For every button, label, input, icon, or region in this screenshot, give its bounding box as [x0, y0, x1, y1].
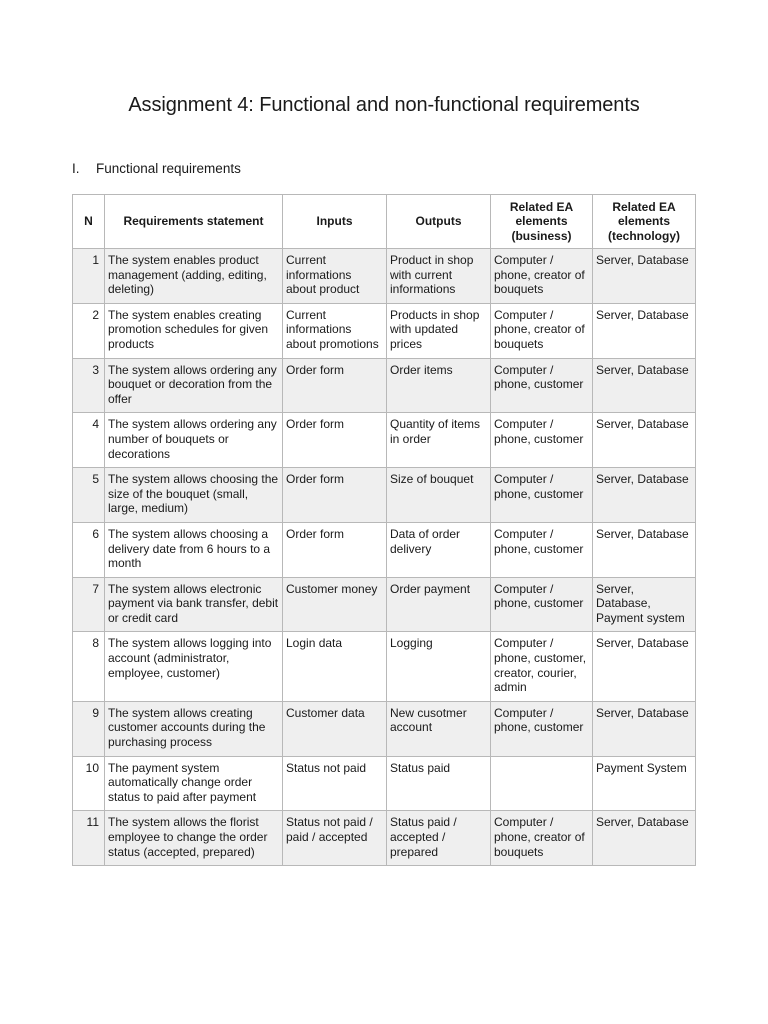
cell-technology: Server, Database	[593, 468, 696, 523]
cell-statement: The system allows ordering any number of bouquets or decorations	[105, 413, 283, 468]
cell-outputs: Order payment	[387, 577, 491, 632]
cell-number: 6	[73, 522, 105, 577]
cell-statement: The system enables product management (adding, editing, deleting)	[105, 249, 283, 304]
cell-business: Computer / phone, customer	[491, 413, 593, 468]
cell-inputs: Order form	[283, 358, 387, 413]
cell-inputs: Customer data	[283, 701, 387, 756]
cell-statement: The system allows ordering any bouquet or decoration from the offer	[105, 358, 283, 413]
cell-business: Computer / phone, customer	[491, 577, 593, 632]
table-row	[73, 358, 696, 413]
cell-number: 4	[73, 413, 105, 468]
cell-number: 9	[73, 701, 105, 756]
cell-inputs: Order form	[283, 468, 387, 523]
cell-number: 7	[73, 577, 105, 632]
cell-number: 1	[73, 249, 105, 304]
cell-statement: The system enables creating promotion schedules for given products	[105, 303, 283, 358]
cell-number: 8	[73, 632, 105, 701]
cell-outputs: Product in shop with current informations	[387, 249, 491, 304]
cell-inputs: Login data	[283, 632, 387, 701]
header-row	[73, 195, 696, 249]
cell-statement: The system allows creating customer accounts during the purchasing process	[105, 701, 283, 756]
cell-business: Computer / phone, customer	[491, 358, 593, 413]
cell-technology: Server, Database	[593, 811, 696, 866]
header-business: Related EA elements (business)	[491, 195, 593, 249]
header-outputs: Outputs	[387, 195, 491, 249]
cell-outputs: Status paid / accepted / prepared	[387, 811, 491, 866]
cell-business: Computer / phone, customer	[491, 701, 593, 756]
cell-statement: The system allows electronic payment via bank transfer, debit or credit card	[105, 577, 283, 632]
cell-inputs: Status not paid	[283, 756, 387, 811]
cell-inputs: Status not paid / paid / accepted	[283, 811, 387, 866]
section-label: Functional requirements	[96, 161, 241, 176]
cell-outputs: Status paid	[387, 756, 491, 811]
section-heading	[72, 161, 241, 176]
cell-business: Computer / phone, customer	[491, 522, 593, 577]
cell-technology: Server, Database	[593, 413, 696, 468]
table-body	[73, 249, 696, 866]
cell-statement: The system allows choosing the size of the bouquet (small, large, medium)	[105, 468, 283, 523]
cell-business: Computer / phone, creator of bouquets	[491, 249, 593, 304]
cell-statement: The payment system automatically change order status to paid after payment	[105, 756, 283, 811]
cell-business: Computer / phone, creator of bouquets	[491, 303, 593, 358]
cell-inputs: Order form	[283, 413, 387, 468]
cell-number: 2	[73, 303, 105, 358]
cell-outputs: Order items	[387, 358, 491, 413]
cell-business: Computer / phone, customer, creator, courier, admin	[491, 632, 593, 701]
cell-number: 5	[73, 468, 105, 523]
cell-number: 11	[73, 811, 105, 866]
cell-outputs: Products in shop with updated prices	[387, 303, 491, 358]
header-technology: Related EA elements (technology)	[593, 195, 696, 249]
cell-outputs: New cusotmer account	[387, 701, 491, 756]
cell-inputs: Current informations about product	[283, 249, 387, 304]
header-n: N	[73, 195, 105, 249]
cell-technology: Server, Database	[593, 632, 696, 701]
cell-outputs: Data of order delivery	[387, 522, 491, 577]
page-title: Assignment 4: Functional and non-functional requirements	[128, 94, 640, 116]
table-row	[73, 811, 696, 866]
cell-inputs: Order form	[283, 522, 387, 577]
cell-technology: Server, Database	[593, 303, 696, 358]
cell-business	[491, 756, 593, 811]
cell-technology: Server, Database	[593, 522, 696, 577]
cell-outputs: Size of bouquet	[387, 468, 491, 523]
cell-statement: The system allows choosing a delivery date from 6 hours to a month	[105, 522, 283, 577]
table-row	[73, 577, 696, 632]
cell-outputs: Logging	[387, 632, 491, 701]
cell-inputs: Current informations about promotions	[283, 303, 387, 358]
cell-technology: Server, Database, Payment system	[593, 577, 696, 632]
table-row	[73, 468, 696, 523]
table-row	[73, 756, 696, 811]
cell-statement: The system allows logging into account (administrator, employee, customer)	[105, 632, 283, 701]
cell-technology: Payment System	[593, 756, 696, 811]
cell-technology: Server, Database	[593, 358, 696, 413]
table-row	[73, 632, 696, 701]
cell-number: 10	[73, 756, 105, 811]
section-number: I.	[72, 161, 80, 176]
cell-inputs: Customer money	[283, 577, 387, 632]
cell-number: 3	[73, 358, 105, 413]
cell-business: Computer / phone, customer	[491, 468, 593, 523]
table-row	[73, 413, 696, 468]
table-row	[73, 701, 696, 756]
cell-outputs: Quantity of items in order	[387, 413, 491, 468]
cell-business: Computer / phone, creator of bouquets	[491, 811, 593, 866]
table-row	[73, 303, 696, 358]
table-row	[73, 522, 696, 577]
header-statement: Requirements statement	[105, 195, 283, 249]
table-row	[73, 249, 696, 304]
cell-technology: Server, Database	[593, 249, 696, 304]
cell-statement: The system allows the florist employee to change the order status (accepted, prepared)	[105, 811, 283, 866]
cell-technology: Server, Database	[593, 701, 696, 756]
requirements-table	[72, 194, 696, 866]
header-inputs: Inputs	[283, 195, 387, 249]
